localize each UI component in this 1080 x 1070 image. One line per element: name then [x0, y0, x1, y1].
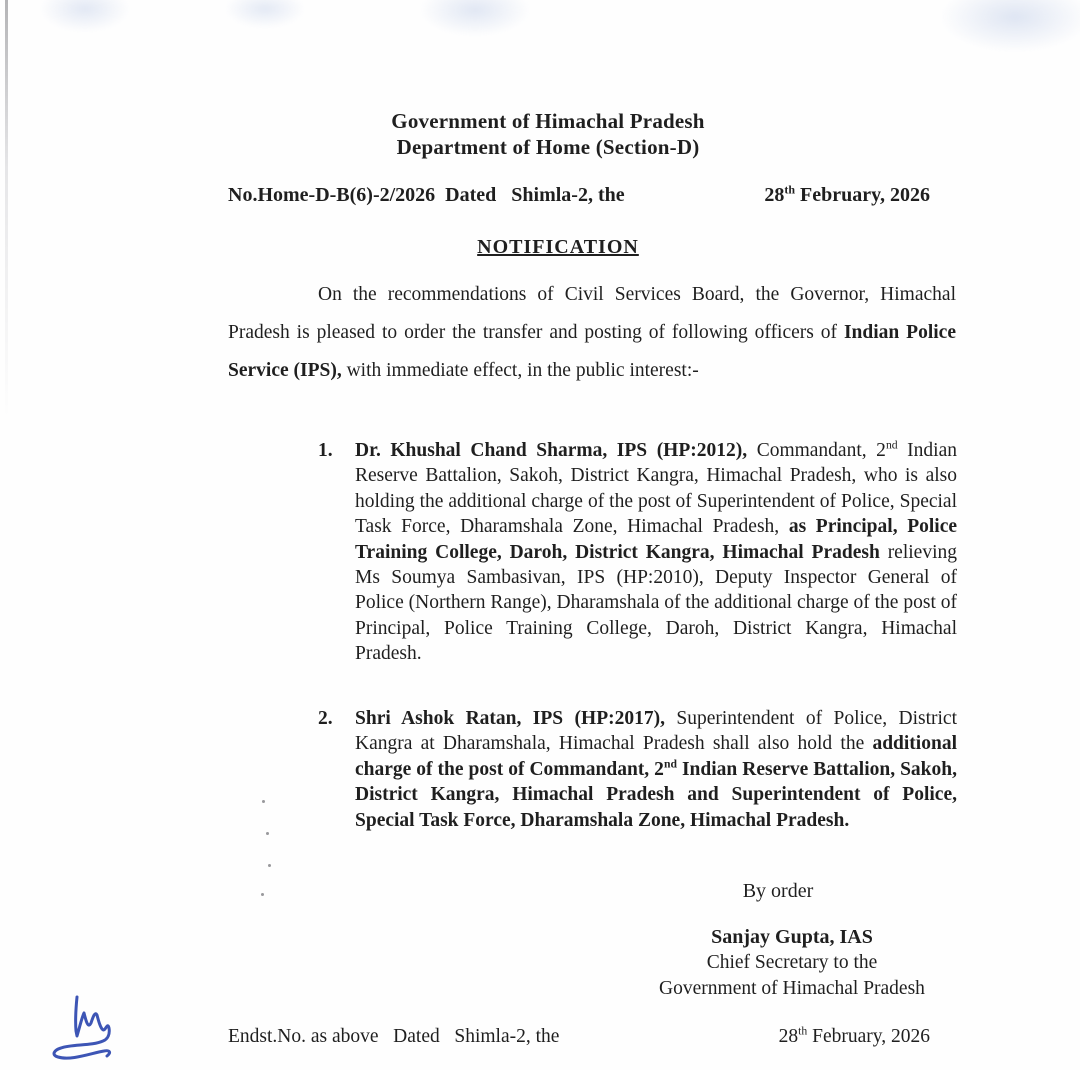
intro-paragraph: On the recommendations of Civil Services Board, the Governor, Himachal Pradesh is pleased to order the transfer and posting of following officers of Indian Police Service (IPS), with immediate effect, in the public interest:-: [228, 284, 956, 381]
scan-smudge: [225, 0, 305, 28]
endorsement-line: [228, 1026, 930, 1048]
signatory-name: Sanjay Gupta, IAS: [711, 926, 873, 948]
reference-date: 28th February, 2026: [764, 182, 930, 206]
item-text: Shri Ashok Ratan, IPS (HP:2017), Superintendent of Police, District Kangra at Dharamshala, Himachal Pradesh shall also hold the additional charge of the post of Commandant, 2nd Indian Reserve Battalion, Sakoh, District Kangra, Himachal Pradesh and Superintendent of Police, Special Task Force, Dharamshala Zone, Himachal Pradesh.: [355, 708, 957, 831]
transfer-item-1: [318, 438, 957, 667]
notification-title: NOTIFICATION: [477, 236, 639, 258]
signature-block: [632, 924, 952, 1002]
item-text: Dr. Khushal Chand Sharma, IPS (HP:2012), Commandant, 2nd Indian Reserve Battalion, Sakoh, District Kangra, Himachal Pradesh, who is also holding the additional charge of the post of Superintendent of Police, Special Task Force, Dharamshala Zone, Himachal Pradesh, as Principal, Police Training College, Daroh, District Kangra, Himachal Pradesh relieving Ms Soumya Sambasivan, IPS (HP:2010), Deputy Inspector General of Police (Northern Range), Dharamshala of the additional charge of the post of Principal, Police Training College, Daroh, District Kangra, Himachal Pradesh.: [355, 438, 958, 665]
dept-name: Department of Home (Section-D): [396, 135, 700, 159]
scan-edge-line: [5, 0, 8, 420]
item-number: 1.: [318, 440, 333, 461]
endorsement-text: Endst.No. as above Dated Shimla-2, the: [228, 1026, 560, 1047]
scan-smudge: [420, 0, 530, 36]
letterhead: [228, 108, 868, 160]
item-number: 2.: [318, 708, 333, 729]
signature-ink-mark-icon: [30, 995, 130, 1065]
signatory-designation-line2: Government of Himachal Pradesh: [659, 978, 925, 999]
by-order-label: By order: [742, 880, 814, 902]
scan-speck: [268, 864, 271, 867]
transfer-item-2: [318, 706, 957, 833]
signatory-designation-line1: Chief Secretary to the: [706, 952, 878, 973]
endorsement-date: 28th February, 2026: [778, 1024, 930, 1047]
scan-smudge: [40, 0, 130, 32]
reference-number: No.Home-D-B(6)-2/2026 Dated Shimla-2, the: [228, 184, 625, 206]
reference-line: [228, 184, 930, 207]
scan-smudge: [940, 0, 1080, 52]
scan-speck: [261, 893, 264, 896]
org-name: Government of Himachal Pradesh: [391, 109, 705, 133]
scan-speck: [266, 832, 269, 835]
scan-speck: [262, 800, 265, 803]
